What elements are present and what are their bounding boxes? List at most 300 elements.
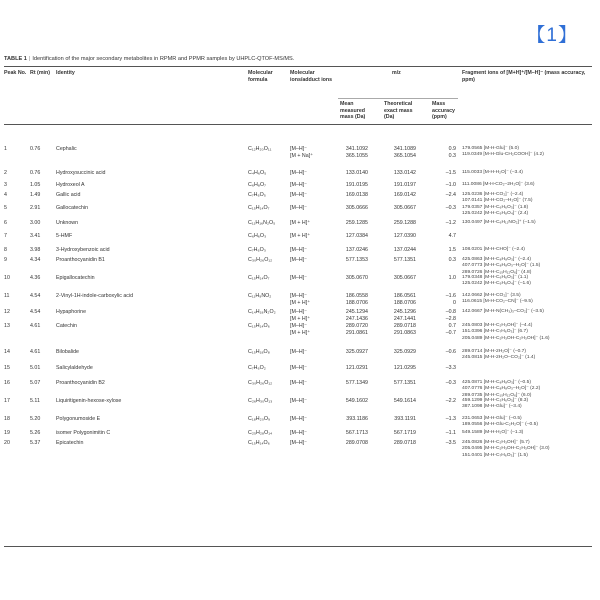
row-ions: [290, 365, 336, 372]
row-peak: 11: [4, 293, 10, 299]
row-rt: 5.26: [30, 430, 41, 436]
row-ions-line: [M–H]⁻: [290, 257, 307, 263]
row-mean-mass-line: 169.0138: [345, 192, 368, 198]
row-fragments: [462, 323, 550, 342]
row-theo-mass: [384, 146, 416, 159]
row-mean-mass-line: 577.1353: [345, 257, 368, 263]
row-theo-mass: [384, 170, 416, 177]
row-mean-mass-line: 133.0140: [345, 170, 368, 176]
row-formula: C₄H₆O₅: [248, 170, 267, 176]
fragment-ion: 125.0242 [M-H-C₉H₈O₄]⁻ (–1.6): [462, 281, 531, 287]
header-formula: Molecular formula: [248, 70, 273, 83]
row-mean-mass-line: 365.1055: [345, 152, 368, 159]
row-ions-line: [M–H]⁻: [290, 275, 307, 281]
row-ions-line: [M–H]⁻: [290, 182, 307, 188]
row-theo-mass-line: 289.0718: [393, 323, 416, 329]
row-accuracy-line: –2.4: [445, 192, 456, 198]
header-theo: Theoretical exact mass (Da): [384, 101, 413, 121]
row-accuracy-line: –0.3: [445, 205, 456, 211]
row-accuracy: [430, 416, 456, 423]
row-accuracy-line: –0.8: [445, 309, 456, 315]
row-identity: isomer Polygonimitin C: [56, 430, 111, 436]
row-ions-line: [M–H]⁻: [290, 440, 307, 446]
row-ions-line: [M–H]⁻: [290, 247, 307, 253]
header-ions: Molecular ions/adduct ions: [290, 70, 333, 83]
row-formula: C₇H₆O₃: [248, 247, 266, 253]
row-accuracy-line: –0.3: [445, 380, 456, 386]
row-identity: 2-Vinyl-1H-indole-carboxylic acid: [56, 293, 134, 299]
row-formula: C₁₁H₉NO₂: [248, 293, 272, 299]
row-peak: 5: [4, 205, 7, 211]
row-ions: [290, 192, 336, 199]
row-mean-mass: [338, 365, 368, 372]
row-accuracy-line: 0: [453, 299, 456, 306]
row-theo-mass-line: 567.1719: [393, 430, 416, 436]
row-peak: 15: [4, 365, 10, 371]
fragment-ion: 289.0735 [M-H-C₁₅H₁₂O₆]⁻ (6.0): [462, 392, 532, 398]
row-theo-mass-line: 245.1296: [393, 309, 416, 315]
row-fragments: [462, 380, 540, 399]
row-peak: 19: [4, 430, 10, 436]
row-peak: 18: [4, 416, 10, 422]
header-bottom-rule: [4, 124, 592, 125]
row-theo-mass: [384, 349, 416, 356]
table-bottom-rule: [4, 546, 592, 547]
row-accuracy-line: –1.2: [445, 220, 456, 226]
row-ions: [290, 220, 336, 227]
fragment-ion: 142.0667 [M-H-N(CH₃)₃–CO₂]⁻ (–3.5): [462, 309, 544, 314]
row-accuracy-line: –3.3: [445, 365, 456, 371]
fragment-ion: 387.1098 [M-H-Glu]⁻ (–3.4): [462, 404, 522, 410]
fragment-ion: 425.0863 [M-H-C₈H₈O₃]⁻ (–2.4): [462, 257, 531, 262]
row-theo-mass-line: 127.0390: [393, 233, 416, 239]
row-mean-mass: [338, 170, 368, 177]
row-identity: Catechin: [56, 323, 77, 329]
row-ions-line: [M–H]⁻: [290, 146, 307, 152]
row-fragments: [462, 275, 531, 288]
row-accuracy: [430, 257, 456, 264]
fragment-ion: 189.0556 [M-H-Glu-C₂H₂O]⁻ (–0.5): [462, 422, 538, 428]
row-accuracy: [430, 247, 456, 254]
fragment-ion: 142.0662 [M-H-CO₂]⁻ (3.5): [462, 293, 521, 298]
fragment-ion: 125.0236 [M-H-CO₂]⁻ (–2.4): [462, 192, 524, 197]
row-mean-mass: [338, 398, 368, 405]
row-accuracy: [430, 275, 456, 282]
row-formula: C₁₅H₁₄O₆: [248, 440, 270, 446]
row-mean-mass-line: 121.0291: [345, 365, 368, 371]
row-accuracy-line: 1.0: [448, 275, 456, 281]
row-ions-line: [M–H]⁻: [290, 380, 307, 386]
row-identity: Hydroxysuccinic acid: [56, 170, 106, 176]
row-theo-mass: [384, 398, 416, 405]
row-mean-mass-line: 127.0384: [345, 233, 368, 239]
row-identity: 5-HMF: [56, 233, 73, 239]
table-caption-text: Identification of the major secondary metabolites in RPMR and PPMR samples by UHPLC-QTOF-MS/MS.: [32, 56, 295, 62]
row-identity: Hydroxeol A: [56, 182, 85, 188]
row-peak: 8: [4, 247, 7, 253]
row-mean-mass-line: 325.0927: [345, 349, 368, 355]
row-mean-mass: [338, 275, 368, 282]
row-accuracy-line: –2.2: [445, 398, 456, 404]
fragment-ion: 289.0726 [M-H-C₁₅H₁₂O₆]⁻ (4.8): [462, 269, 532, 275]
row-fragments: [462, 170, 523, 176]
row-mean-mass: [338, 440, 368, 447]
row-identity: Gallic acid: [56, 192, 81, 198]
fragment-ion: 125.0242 [M-H-C₉H₈O₄]⁻ (2.4): [462, 211, 529, 217]
row-theo-mass-line: 577.1351: [393, 380, 416, 386]
header-frag: Fragment ions of [M+H]⁺/[M–H]⁻ (mass accuracy, ppm): [462, 70, 586, 83]
row-mean-mass: [338, 380, 368, 387]
row-fragments: [462, 182, 535, 188]
table-top-rule: [4, 66, 592, 67]
mz-sub-rule: [338, 98, 458, 99]
row-theo-mass-line: 577.1351: [393, 257, 416, 263]
row-formula: C₁₁H₁₆N₂O₅: [248, 220, 276, 226]
row-accuracy-line: 0.3: [448, 257, 456, 263]
row-theo-mass-line: 121.0295: [393, 365, 416, 371]
row-mean-mass: [338, 247, 368, 254]
row-peak: 20: [4, 440, 10, 446]
row-accuracy-line: –2.8: [445, 315, 456, 322]
row-ions-line: [M–H]⁻: [290, 205, 307, 211]
row-theo-mass-line: 289.0718: [393, 440, 416, 446]
fragment-ion: 115.0033 [M-H-H₂O]⁻ (–3.4): [462, 170, 523, 175]
table-label: TABLE 1: [4, 56, 27, 62]
row-fragments: [462, 416, 538, 429]
row-mean-mass-line: 305.0666: [345, 205, 368, 211]
row-formula: C₆H₈O₇: [248, 182, 266, 188]
row-ions: [290, 349, 336, 356]
row-mean-mass-line: 291.0861: [345, 329, 368, 336]
row-rt: 5.37: [30, 440, 41, 446]
row-rt: 4.54: [30, 293, 41, 299]
row-accuracy: [430, 430, 456, 437]
row-ions-line: [M–H]⁻: [290, 192, 307, 198]
fragment-ion: 130.0497 [M-H-C₆H₁₁NO₂]⁺ (–1.5): [462, 220, 536, 225]
row-ions-line: [M + Na]⁺: [290, 152, 313, 159]
row-theo-mass: [384, 323, 416, 336]
row-mean-mass: [338, 205, 368, 212]
header-identity: Identity: [56, 70, 75, 76]
row-formula: C₁₅H₁₄O₇: [248, 275, 270, 281]
header-acc: Mass accuracy (ppm): [432, 101, 455, 121]
row-fragments: [462, 349, 535, 362]
row-formula: C₁₈H₂₀O₉: [248, 416, 271, 422]
row-theo-mass: [384, 205, 416, 212]
row-theo-mass: [384, 440, 416, 447]
row-mean-mass-line: 247.1436: [345, 315, 368, 322]
row-rt: 3.41: [30, 233, 41, 239]
row-rt: 2.91: [30, 205, 41, 211]
row-mean-mass-line: 186.0558: [345, 293, 368, 299]
row-theo-mass-line: 169.0142: [393, 192, 416, 198]
row-formula: C₁₅H₁₄O₆: [248, 323, 270, 329]
row-fragments: [462, 205, 528, 218]
row-identity: Salicylaldehyde: [56, 365, 93, 371]
row-theo-mass-line: 393.1191: [394, 416, 416, 422]
row-theo-mass-line: 247.1441: [393, 315, 416, 322]
row-theo-mass: [384, 182, 416, 189]
row-ions-line: [M + H]⁺: [290, 233, 311, 239]
row-formula: C₃₀H₂₆O₁₂: [248, 257, 273, 263]
row-accuracy-line: 1.5: [448, 247, 456, 253]
row-mean-mass-line: 191.0195: [345, 182, 368, 188]
row-identity: Hypaphorine: [56, 309, 87, 315]
row-theo-mass: [384, 293, 416, 306]
header-peak: Peak No.: [4, 70, 27, 76]
row-theo-mass-line: 549.1614: [393, 398, 416, 404]
row-accuracy-line: –1.1: [445, 430, 456, 436]
row-rt: 1.05: [30, 182, 41, 188]
row-theo-mass: [384, 430, 416, 437]
row-theo-mass-line: 365.1054: [393, 152, 416, 159]
row-peak: 13: [4, 323, 10, 329]
row-mean-mass: [338, 416, 368, 423]
row-fragments: [462, 309, 544, 315]
row-mean-mass: [338, 430, 368, 437]
row-theo-mass: [384, 416, 416, 423]
row-rt: 0.76: [30, 146, 41, 152]
row-mean-mass-line: 341.1092: [345, 146, 368, 152]
fragment-ion: 151.0396 [M-H-C₇H₆O₃]⁻ (6.7): [462, 329, 528, 335]
row-identity: 3-Hydroxybenzoic acid: [56, 247, 110, 253]
row-mean-mass: [338, 233, 368, 240]
row-mean-mass-line: 305.0670: [345, 275, 368, 281]
row-fragments: [462, 398, 528, 411]
row-rt: 5.11: [30, 398, 40, 404]
fragment-ion: 205.0489 [M-H-C₂H₃OH-C₂H₃OH]⁻ (1.6): [462, 335, 550, 341]
row-mean-mass: [338, 182, 368, 189]
row-formula: C₇H₆O₅: [248, 192, 266, 198]
row-accuracy-line: 0.3: [448, 152, 456, 159]
row-ions: [290, 323, 336, 336]
fragment-ion: 289.0714 [M-H-2H₂O]⁻ (–0.7): [462, 349, 527, 354]
row-mean-mass-line: 188.0706: [345, 299, 368, 306]
row-rt: 1.49: [30, 192, 41, 198]
row-accuracy: [430, 365, 456, 372]
row-accuracy-line: –1.0: [445, 182, 456, 188]
row-fragments: [462, 257, 540, 276]
row-identity: Epigallocatechin: [56, 275, 95, 281]
fragment-ion: 407.0773 [M-H-C₈H₈O₃–H₂O]⁻ (1.5): [462, 263, 541, 269]
row-theo-mass-line: 186.0561: [393, 293, 416, 299]
row-ions-line: [M–H]⁻: [290, 349, 307, 355]
row-formula: C₁₅H₁₈O₈: [248, 349, 270, 355]
row-ions: [290, 430, 336, 437]
table-caption: TABLE 1 | Identification of the major secondary metabolites in RPMR and PPMR samples by UHPLC-QTOF-MS/MS.: [4, 56, 295, 62]
row-ions-line: [M + H]⁺: [290, 329, 311, 336]
row-peak: 3: [4, 182, 7, 188]
row-ions: [290, 247, 336, 254]
row-peak: 14: [4, 349, 10, 355]
row-mean-mass: [338, 309, 368, 322]
row-identity: Polygonumoside E: [56, 416, 101, 422]
row-rt: 4.61: [30, 349, 41, 355]
row-mean-mass-line: 393.1186: [346, 416, 368, 422]
row-mean-mass-line: 137.0246: [345, 247, 368, 253]
fragment-ion: 179.0565 [M-H-Glu]⁻ (5.0): [462, 146, 519, 151]
row-accuracy: [430, 170, 456, 177]
row-accuracy: [430, 440, 456, 447]
row-mean-mass-line: 245.1294: [345, 309, 368, 315]
row-peak: 9: [4, 257, 7, 263]
row-ions: [290, 205, 336, 212]
row-accuracy: [430, 205, 456, 212]
row-peak: 6: [4, 220, 7, 226]
row-theo-mass-line: 291.0863: [393, 329, 416, 336]
row-identity: Liquiritigenin-hexose-xylose: [56, 398, 122, 404]
row-mean-mass-line: 567.1713: [345, 430, 368, 436]
row-fragments: [462, 247, 525, 253]
fragment-ion: 111.0086 [M-H-CO₂–2H₂O]⁻ (3.6): [462, 182, 535, 187]
row-rt: 4.36: [30, 275, 41, 281]
row-peak: 4: [4, 192, 7, 198]
row-ions: [290, 146, 336, 159]
row-mean-mass-line: 577.1349: [345, 380, 368, 386]
row-ions-line: [M–H]⁻: [290, 309, 307, 315]
row-ions: [290, 309, 336, 322]
fragment-ion: 407.0776 [M-H-C₈H₈O₃–H₂O]⁻ (2.2): [462, 386, 541, 392]
row-theo-mass: [384, 233, 416, 240]
row-ions-line: [M–H]⁻: [290, 323, 307, 329]
row-mean-mass-line: 549.1602: [345, 398, 368, 404]
row-identity: Gallocatechin: [56, 205, 89, 211]
header-mz: m/z: [392, 70, 401, 76]
row-accuracy: [430, 323, 456, 336]
row-theo-mass: [384, 309, 416, 322]
row-accuracy-line: –0.7: [445, 329, 456, 336]
row-identity: Unknown: [56, 220, 79, 226]
header-rt: Rt (min): [30, 70, 51, 76]
fragment-ion: 245.0826 [M-H-C₂H₃OH]⁻ (5.7): [462, 440, 530, 445]
fragment-ion: 231.0653 [M-H-Glu]⁻ (–0.5): [462, 416, 522, 421]
row-mean-mass: [338, 192, 368, 199]
row-accuracy-line: 0.9: [448, 146, 456, 152]
row-formula: C₁₅H₁₄O₇: [248, 205, 270, 211]
row-theo-mass: [384, 365, 416, 372]
row-ions-line: [M–H]⁻: [290, 293, 307, 299]
row-theo-mass: [384, 247, 416, 254]
row-theo-mass: [384, 257, 416, 264]
row-ions: [290, 398, 336, 405]
row-rt: 3.98: [30, 247, 41, 253]
row-ions-line: [M–H]⁻: [290, 430, 307, 436]
row-mean-mass-line: 259.1285: [345, 220, 368, 226]
row-identity: Bilobalide: [56, 349, 79, 355]
row-fragments: [462, 146, 544, 159]
row-mean-mass-line: 289.0720: [345, 323, 368, 329]
row-theo-mass: [384, 220, 416, 227]
row-rt: 4.34: [30, 257, 41, 263]
row-accuracy-line: 4.7: [448, 233, 456, 239]
row-theo-mass-line: 305.0667: [393, 205, 416, 211]
row-theo-mass: [384, 380, 416, 387]
row-ions: [290, 182, 336, 189]
fragment-ion: 245.0815 [M-H-2H₂O–CO₂]⁻ (1.4): [462, 355, 536, 361]
row-identity: Proanthocyanidin B1: [56, 257, 105, 263]
row-formula: C₇H₆O₂: [248, 365, 266, 371]
fragment-ion: 179.0348 [M-H-C₆H₆O₃]⁻ (1.1): [462, 275, 529, 280]
fragment-ion: 151.0401 [M-H-C₇H₆O₃]⁻ (1.5): [462, 452, 528, 458]
row-theo-mass-line: 341.1089: [393, 146, 416, 152]
row-theo-mass-line: 305.0667: [393, 275, 416, 281]
row-accuracy-line: –1.3: [445, 416, 456, 422]
row-theo-mass-line: 137.0244: [393, 247, 416, 253]
row-accuracy: [430, 220, 456, 227]
row-identity: Proanthocyanidin B2: [56, 380, 105, 386]
row-ions-line: [M + H]⁺: [290, 315, 311, 322]
row-ions-line: [M–H]⁻: [290, 365, 307, 371]
fragment-ion: 549.1589 [M-H-H₂O]⁻ (–1.3): [462, 430, 524, 435]
row-ions-line: [M + H]⁺: [290, 299, 311, 306]
row-accuracy-line: –1.5: [445, 170, 456, 176]
row-theo-mass-line: 133.0142: [393, 170, 416, 176]
reference-marker: 【1】: [526, 25, 578, 46]
row-ions-line: [M + H]⁺: [290, 220, 311, 226]
row-fragments: [462, 440, 550, 459]
row-formula: C₃₀H₂₆O₁₂: [248, 380, 273, 386]
row-mean-mass: [338, 293, 368, 306]
row-theo-mass-line: 325.0929: [393, 349, 416, 355]
row-rt: 5.07: [30, 380, 41, 386]
row-fragments: [462, 430, 523, 436]
row-ions: [290, 170, 336, 177]
row-accuracy: [430, 192, 456, 199]
row-mean-mass: [338, 220, 368, 227]
row-peak: 1: [4, 146, 7, 152]
row-accuracy: [430, 293, 456, 306]
row-peak: 7: [4, 233, 7, 239]
row-fragments: [462, 293, 533, 306]
row-rt: 4.61: [30, 323, 41, 329]
row-ions-line: [M–H]⁻: [290, 416, 307, 422]
row-ions: [290, 257, 336, 264]
row-accuracy: [430, 146, 456, 159]
fragment-ion: 179.0357 [M-H-C₆H₆O₃]⁻ (1.8): [462, 205, 529, 210]
row-accuracy-line: –0.6: [445, 349, 456, 355]
row-mean-mass: [338, 257, 368, 264]
row-ions: [290, 233, 336, 240]
fragment-ion: 425.0871 [M-H-C₈H₈O₃]⁻ (–0.5): [462, 380, 531, 385]
row-peak: 17: [4, 398, 10, 404]
row-ions-line: [M–H]⁻: [290, 170, 307, 176]
row-accuracy: [430, 398, 456, 405]
row-fragments: [462, 192, 533, 205]
fragment-ion: 108.0201 [M-H-CHO]⁻ (–2.4): [462, 247, 525, 252]
row-mean-mass: [338, 146, 368, 159]
row-theo-mass-line: 188.0706: [393, 299, 416, 306]
fragment-ion: 116.0615 [M-H-CO₂–CN]⁻ (–9.5): [462, 299, 533, 305]
row-mean-mass-line: 289.0708: [345, 440, 368, 446]
fragment-ion: 107.0141 [M-H-CO₂–H₂O]⁻ (7.5): [462, 198, 533, 204]
row-accuracy: [430, 309, 456, 322]
row-accuracy-line: –1.6: [445, 293, 456, 299]
row-accuracy-line: 0.7: [448, 323, 456, 329]
row-peak: 10: [4, 275, 10, 281]
row-formula: C₂₆H₃₀O₁₃: [248, 398, 273, 404]
row-formula: C₁₄H₁₈N₂O₂: [248, 309, 276, 315]
row-ions: [290, 416, 336, 423]
header-mean: Mean measured mass (Da): [340, 101, 366, 121]
row-rt: 5.01: [30, 365, 41, 371]
row-peak: 16: [4, 380, 10, 386]
row-fragments: [462, 220, 536, 226]
row-peak: 2: [4, 170, 7, 176]
row-peak: 12: [4, 309, 10, 315]
row-rt: 0.76: [30, 170, 41, 176]
row-rt: 4.54: [30, 309, 41, 315]
row-mean-mass: [338, 349, 368, 356]
